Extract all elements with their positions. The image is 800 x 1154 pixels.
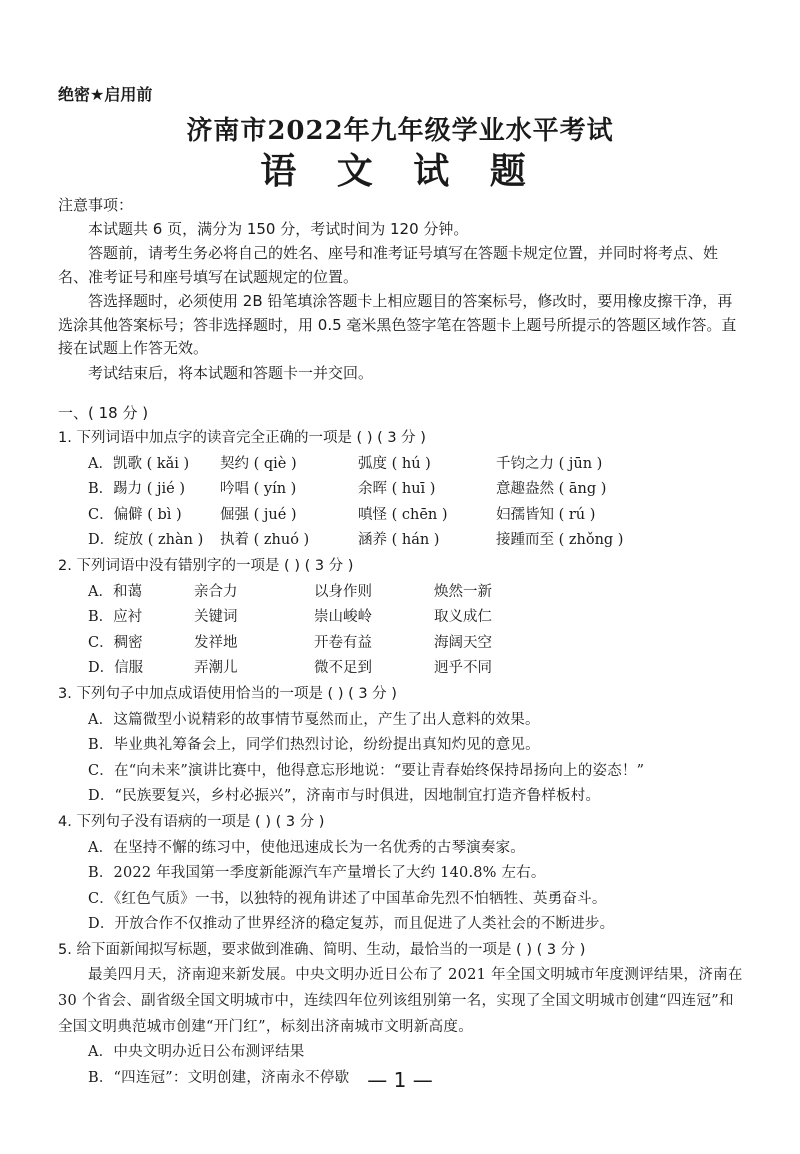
exam-title: 济南市2022年九年级学业水平考试 [186,116,614,146]
option-row [58,477,748,503]
note-paragraph: 考试结束后，将本试题和答题卡一并交回。 [88,363,374,382]
question-4 [58,810,748,938]
question-2 [58,554,748,682]
option-cell: 关键词 [194,609,238,626]
option-cell: 崇山峻岭 [314,609,372,626]
option-cell: 弄潮儿 [194,660,238,677]
option-row [58,503,748,529]
option-cell: 接踵而至 ( zhǒng ) [496,532,624,549]
option-row [58,580,748,606]
option-row [58,605,748,631]
option-sentence: B．“四连冠”：文明创建，济南永不停歇 [88,1069,350,1086]
option-cell: 嗔怪 ( chēn ) [358,506,448,523]
subject-title: 语 文 试 题 [260,151,540,192]
option-cell: 开卷有益 [314,634,372,651]
note-paragraph: 答题前，请考生务必将自己的姓名、座号和准考证号填写在答题卡规定位置，并同时将考点、姓名、准考证号和座号填写在试题规定的位置。 [58,244,719,286]
notes-heading: 注意事项： [58,196,134,214]
option-cell: D．绽放 ( zhàn ) [88,532,204,549]
option-cell: 吟唱 ( yín ) [220,481,297,498]
option-cell: 涵养 ( hán ) [358,532,440,549]
option-cell: 微不足到 [314,660,372,677]
question-3 [58,682,748,810]
option-row [58,656,748,682]
option-cell: C．偏僻 ( bì ) [88,506,182,523]
option-cell: 千钧之力 ( jūn ) [496,455,603,472]
option-sentence: D．开放合作不仅推动了世界经济的稳定复苏，而且促进了人类社会的不断进步。 [88,916,615,933]
option-sentence: C．在“向未来”演讲比赛中，他得意忘形地说：“要让青春始终保持昂扬向上的姿态！” [88,762,645,779]
option-cell: A．凯歌 ( kǎi ) [88,455,190,472]
option-cell: 取义成仁 [434,609,492,626]
option-sentence: D．“民族要复兴，乡村必振兴”，济南市与时俱进，因地制宜打造齐鲁样板村。 [88,788,601,805]
option-cell: B．踢力 ( jié ) [88,481,186,498]
option-cell: C．稠密 [88,634,143,651]
question-stem: 5. 给下面新闻拟写标题，要求做到准确、简明、生动，最恰当的一项是 ( ) ( 3 分 ) [58,941,586,958]
option-cell: 妇孺皆知 ( rú ) [496,506,596,523]
question-1 [58,426,748,554]
option-cell: 亲合力 [194,583,238,600]
option-cell: 余晖 ( huī ) [358,481,436,498]
option-sentence: C．《红色气质》一书，以独特的视角讲述了中国革命先烈不怕牺牲、英勇奋斗。 [88,890,607,907]
secret-mark: 绝密★启用前 [58,85,153,104]
option-cell: B．应衬 [88,609,143,626]
option-sentence: B．2022 年我国第一季度新能源汽车产量增长了大约 140.8% 左右。 [88,865,546,882]
option-sentence: A．中央文明办近日公布测评结果 [88,1044,305,1061]
question-stem: 4. 下列句子没有语病的一项是 ( ) ( 3 分 ) [58,813,325,830]
note-paragraph: 本试题共 6 页，满分为 150 分，考试时间为 120 分钟。 [88,219,469,238]
option-row [58,631,748,657]
option-cell: 契约 ( qiè ) [220,455,297,472]
option-cell: 执着 ( zhuó ) [220,532,310,549]
section-heading: 一、( 18 分 ) [58,404,149,422]
news-paragraph: 最美四月天，济南迎来新发展。中央文明办近日公布了 2021 年全国文明城市年度测评结果，济南在 30 个省会、副省级全国文明城市中，连续四年位列该组别第一名，实现了全国文明城市创建“四连冠”和全国文明典范城市创建“开门红”，标刻出济南城市文明新高度。 [58,967,743,1035]
option-cell: 发祥地 [194,634,238,651]
exam-notes [58,194,742,385]
option-cell: 以身作则 [314,583,372,600]
option-sentence: A．在坚持不懈的练习中，使他迅速成长为一名优秀的古琴演奏家。 [88,839,525,856]
option-cell: 弧度 ( hú ) [358,455,431,472]
note-paragraph: 答选择题时，必须使用 2B 铅笔填涂答题卡上相应题目的答案标号，修改时，要用橡皮擦干净，再选涂其他答案标号；答非选择题时，用 0.5 毫米黑色签字笔在答题卡上题号所提示的答题区域作答。直接在试题上作答无效。 [58,292,737,357]
option-cell: 意趣盎然 ( āng ) [496,481,607,498]
option-cell: A．和蔼 [88,583,142,600]
option-cell: 倔强 ( jué ) [220,506,297,523]
question-stem: 1. 下列词语中加点字的读音完全正确的一项是 ( ) ( 3 分 ) [58,430,426,446]
option-sentence: B．毕业典礼筹备会上，同学们热烈讨论，纷纷提出真知灼见的意见。 [88,737,540,754]
page-number: — 1 — [367,1068,433,1092]
option-cell: 焕然一新 [434,583,492,600]
question-stem: 3. 下列句子中加点成语使用恰当的一项是 ( ) ( 3 分 ) [58,685,397,702]
option-cell: 迥乎不同 [434,660,492,677]
option-row [58,452,748,478]
option-cell: D．信服 [88,660,144,677]
option-row [58,528,748,554]
question-stem: 2. 下列词语中没有错别字的一项是 ( ) ( 3 分 ) [58,557,354,574]
questions [58,426,748,1091]
option-sentence: A．这篇微型小说精彩的故事情节戛然而止，产生了出人意料的效果。 [88,711,540,728]
option-cell: 海阔天空 [434,634,492,651]
